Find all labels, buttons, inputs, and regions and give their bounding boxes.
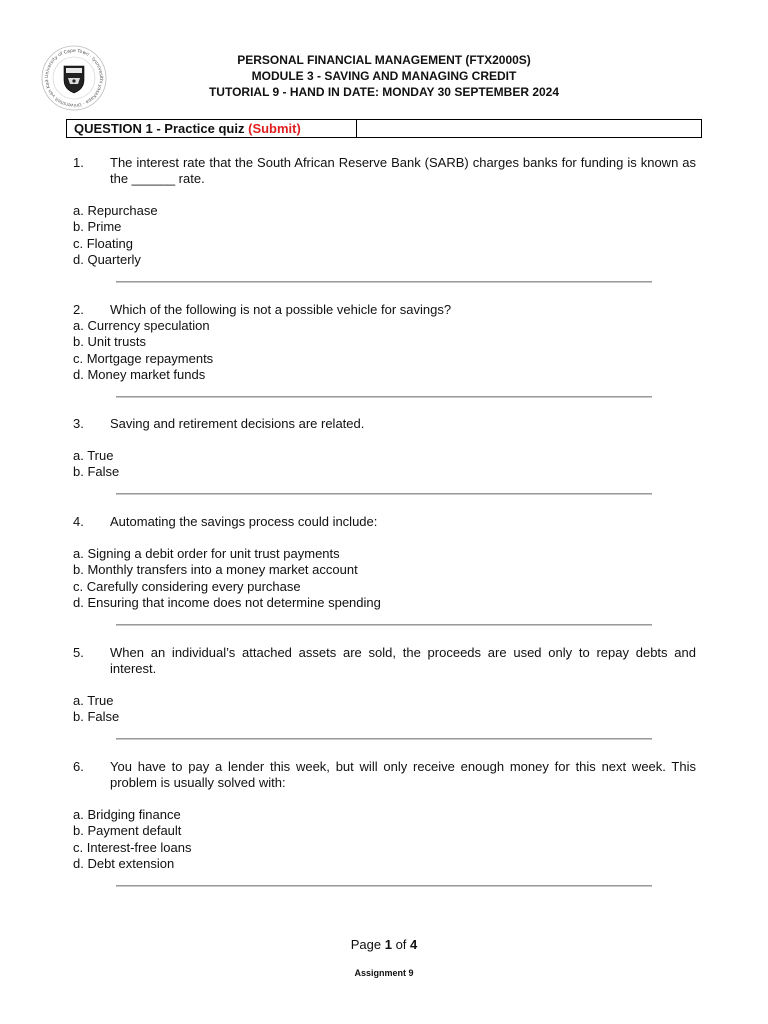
question-header-table xyxy=(66,119,702,138)
option-b: b. Prime xyxy=(73,219,122,235)
course-title: PERSONAL FINANCIAL MANAGEMENT (FTX2000S) xyxy=(237,53,531,67)
divider-line xyxy=(116,738,652,740)
question-text: Automating the savings process could include: xyxy=(110,514,378,529)
option-a: a. True xyxy=(73,448,114,463)
page-of: of xyxy=(391,937,411,952)
question-text: Which of the following is not a possible vehicle for savings? xyxy=(110,302,452,317)
divider-line xyxy=(116,885,652,887)
option-b: b. Unit trusts xyxy=(73,334,146,350)
option-list xyxy=(73,203,696,268)
option-a: a. Repurchase xyxy=(73,203,158,218)
option-b: b. False xyxy=(73,709,120,725)
page-total: 4 xyxy=(410,937,418,952)
option-list xyxy=(73,318,696,383)
question-2 xyxy=(73,302,696,383)
option-d: d. Debt extension xyxy=(73,855,175,871)
option-c: c. Floating xyxy=(73,235,133,251)
question-5 xyxy=(73,645,696,726)
question-text: You have to pay a lender this week, but will only receive enough money for this next week. This problem is usually solved with: xyxy=(110,759,696,790)
question-text: When an individual’s attached assets are sold, the proceeds are used only to repay debts and interest. xyxy=(110,645,696,676)
question-6 xyxy=(73,759,696,872)
option-list xyxy=(73,448,696,481)
option-list xyxy=(73,693,696,726)
page-number xyxy=(0,937,768,952)
question-number: 2. xyxy=(73,302,84,317)
option-a: a. Bridging finance xyxy=(73,807,181,822)
option-list xyxy=(73,807,696,872)
svg-text:University of Cape Town · Iyun: University of Cape Town · Iyunivesithi yaseKapa · Universiteit van Kaa xyxy=(44,48,104,108)
option-a: a. Signing a debit order for unit trust payments xyxy=(73,546,340,561)
answer-cell xyxy=(357,120,701,137)
question-text: The interest rate that the South African Reserve Bank (SARB) charges banks for funding is known as the ______ rate. xyxy=(110,155,696,186)
question-number: 4. xyxy=(73,514,84,529)
submit-label: (Submit) xyxy=(248,121,301,136)
option-b: b. False xyxy=(73,464,120,480)
option-b: b. Payment default xyxy=(73,823,182,839)
option-d: d. Money market funds xyxy=(73,366,206,382)
assignment-label: Assignment 9 xyxy=(354,968,414,978)
option-b: b. Monthly transfers into a money market account xyxy=(73,562,358,578)
page-current: 1 xyxy=(384,937,392,952)
question-number: 1. xyxy=(73,155,84,170)
option-c: c. Carefully considering every purchase xyxy=(73,578,301,594)
question-number: 5. xyxy=(73,645,84,660)
divider-line xyxy=(116,624,652,626)
option-list xyxy=(73,546,696,611)
option-d: d. Quarterly xyxy=(73,251,141,267)
question-label-cell xyxy=(67,120,357,137)
document-header xyxy=(0,52,768,100)
question-number: 6. xyxy=(73,759,84,774)
question-label: QUESTION 1 - Practice quiz xyxy=(74,121,249,136)
question-4 xyxy=(73,514,696,611)
option-d: d. Ensuring that income does not determine spending xyxy=(73,594,381,610)
page-prefix: Page xyxy=(350,937,385,952)
divider-line xyxy=(116,493,652,495)
option-a: a. True xyxy=(73,693,114,708)
tutorial-title: TUTORIAL 9 - HAND IN DATE: MONDAY 30 SEPTEMBER 2024 xyxy=(208,85,560,99)
option-c: c. Interest-free loans xyxy=(73,839,192,855)
question-1 xyxy=(73,155,696,268)
option-c: c. Mortgage repayments xyxy=(73,350,214,366)
module-title: MODULE 3 - SAVING AND MANAGING CREDIT xyxy=(251,69,517,83)
divider-line xyxy=(116,396,652,398)
option-a: a. Currency speculation xyxy=(73,318,210,333)
question-number: 3. xyxy=(73,416,84,431)
divider-line xyxy=(116,281,652,283)
question-3 xyxy=(73,416,696,481)
question-text: Saving and retirement decisions are related. xyxy=(110,416,365,431)
